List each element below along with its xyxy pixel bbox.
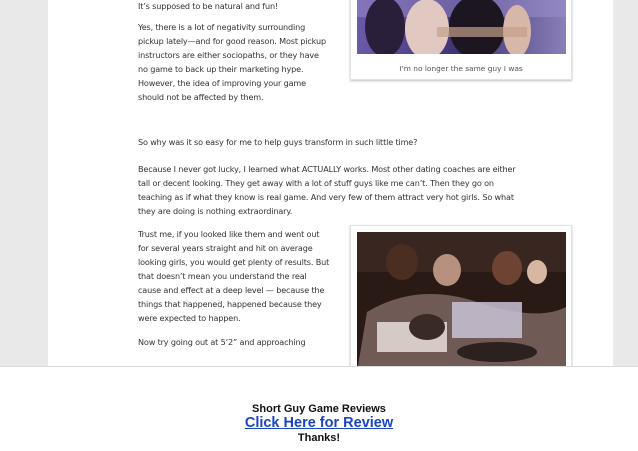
figure-bottom-image [357,232,566,366]
review-link[interactable]: Click Here for Review [244,415,394,431]
article-paragraph: Trust me, if you looked like them and went out for several years straight and hit on average looking girls, you would get plenty of results. But that doesn’t mean you understand the real cause and effect at a deep level — because the things that happened, happened because they were expected to happen. [138,229,330,323]
article-paragraph: So why was it so easy for me to help guys transform in such little time? [138,137,418,147]
figure-bottom [350,225,572,366]
article-page [48,0,613,366]
review-footer [0,366,638,451]
footer-title: Short Guy Game Reviews [252,403,386,415]
article-text-middle [138,135,528,218]
article-text-top [138,0,328,104]
figure-top [350,0,572,80]
figure-top-caption: I’m no longer the same guy I was [399,64,523,73]
article-text-lower [138,227,330,349]
figure-top-image [357,0,566,54]
article-paragraph: Yes, there is a lot of negativity surrounding pickup lately—and for good reason. Most pickup instructors are either sociopaths, or they have no game to back up their marketing hype. However, the idea of improving your game should not be affected by them. [138,22,326,102]
footer-thanks: Thanks! [297,432,341,444]
article-paragraph: It’s supposed to be natural and fun! [138,1,279,11]
article-paragraph: Because I never got lucky, I learned what ACTUALLY works. Most other dating coaches are either tall or decent looking. They get away with a lot of stuff guys like me can’t. Then they go on teaching as if what they know is real game. And very few of them attract very hot girls. So what they are doing is nothing extraordinary. [138,164,516,216]
article-paragraph: Now try going out at 5’2” and approaching [138,337,306,347]
